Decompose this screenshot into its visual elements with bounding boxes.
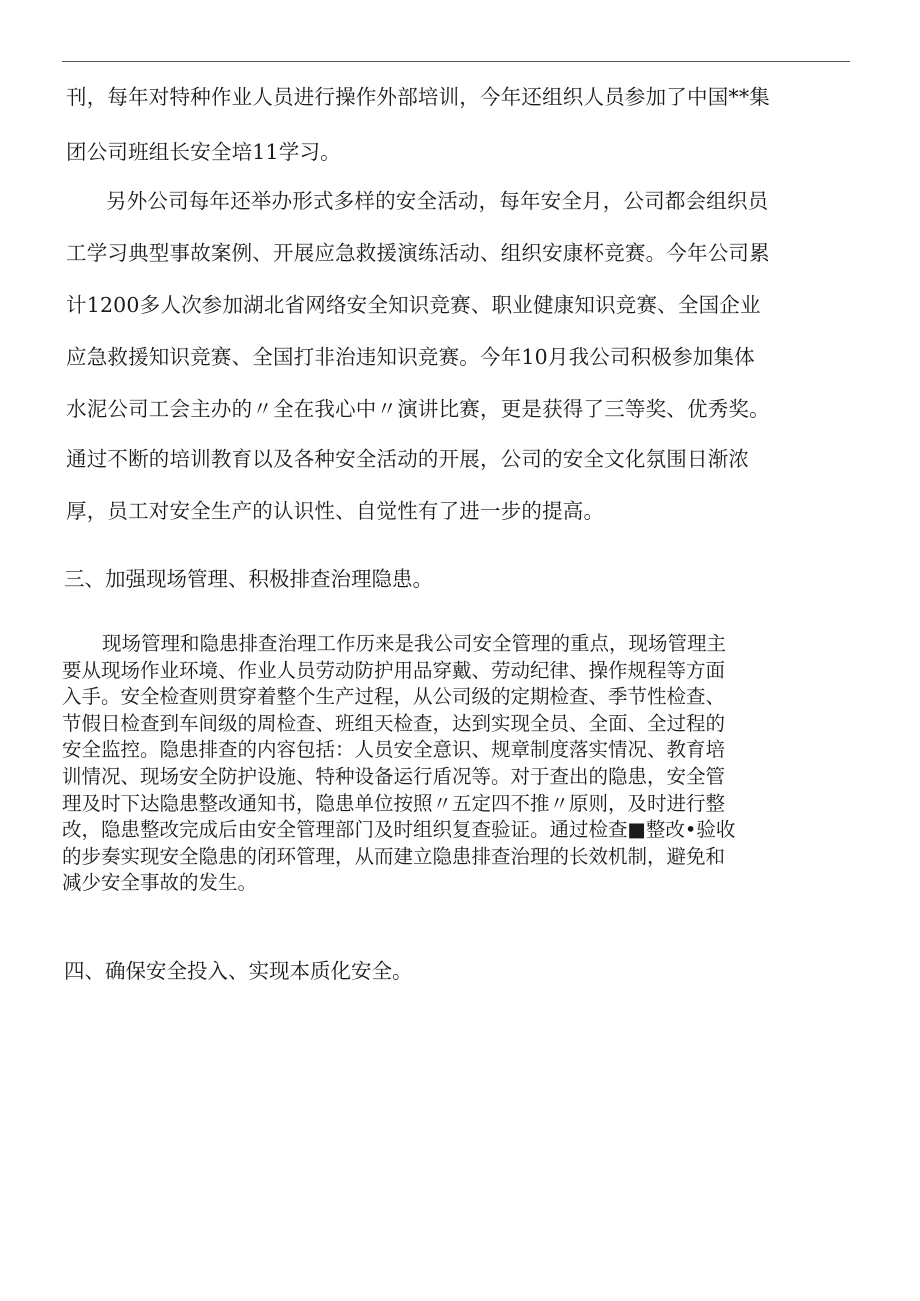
paragraph-line: 训情况、现场安全防护设施、特种设备运行盾况等。对于查出的隐患，安全管 [62, 764, 726, 788]
paragraph-line: 要从现场作业环境、作业人员劳动防护用品穿戴、劳动纪律、操作规程等方面 [62, 658, 726, 682]
section-heading-4: 四、确保安全投入、实现本质化安全。 [64, 959, 413, 983]
paragraph-line: 刊，每年对特种作业人员进行操作外部培训，今年还组织人员参加了中国**集 [66, 85, 770, 109]
paragraph-line: 改，隐患整改完成后由安全管理部门及时组织复查验证。通过检查■整改•验收 [62, 818, 736, 842]
paragraph-block [62, 631, 842, 897]
paragraph-line: 入手。安全检查则贯穿着整个生产过程，从公司级的定期检查、季节性检查、 [62, 685, 726, 709]
paragraph-line: 的步奏实现安全隐患的闭环管理，从而建立隐患排查治理的长效机制，避免和 [62, 844, 726, 868]
paragraph-line: 工学习典型事故案例、开展应急救援演练活动、组织安康杯竞赛。今年公司累 [66, 241, 770, 265]
header-rule [62, 61, 850, 62]
paragraph-line: 安全监控。隐患排查的内容包括：人员安全意识、规章制度落实情况、教育培 [62, 738, 726, 762]
paragraph-line: 团公司班组长安全培11学习。 [66, 140, 341, 164]
paragraph-line: 减少安全事故的发生。 [62, 871, 258, 895]
paragraph-line: 计1200多人次参加湖北省网络安全知识竞赛、职业健康知识竞赛、全国企业 [66, 293, 761, 317]
paragraph-line: 另外公司每年还举办形式多样的安全活动，每年安全月，公司都会组织员 [106, 189, 769, 213]
paragraph-line: 应急救援知识竞赛、全国打非治违知识竞赛。今年10月我公司积极参加集体 [66, 345, 755, 369]
paragraph-line: 节假日检查到车间级的周检查、班组天检查，达到实现全员、全面、全过程的 [62, 711, 726, 735]
paragraph-line: 理及时下达隐患整改通知书，隐患单位按照〃五定四不推〃原则，及时进行整 [62, 791, 726, 815]
section-heading-3: 三、加强现场管理、积极排查治理隐患。 [64, 567, 433, 591]
paragraph-line: 水泥公司工会主办的〃全在我心中〃演讲比赛，更是获得了三等奖、优秀奖。 [66, 397, 770, 421]
paragraph-line: 通过不断的培训教育以及各种安全活动的开展，公司的安全文化氛围日渐浓 [66, 447, 750, 471]
paragraph-line: 厚，员工对安全生产的认识性、自觉性有了进一步的提高。 [66, 499, 605, 523]
paragraph-line: 现场管理和隐患排查治理工作历来是我公司安全管理的重点，现场管理主 [102, 632, 727, 655]
